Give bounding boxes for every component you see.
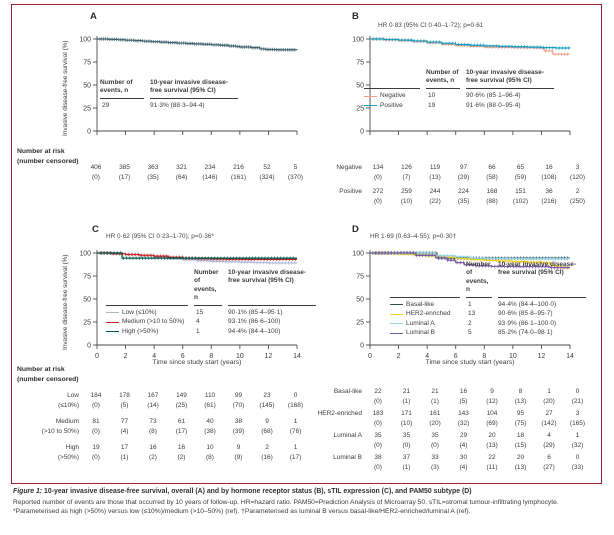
risk-censored: (69) [486,419,498,427]
svg-text:8: 8 [209,353,214,360]
risk-count: 35 [431,432,439,439]
risk-count: 183 [372,410,384,417]
svg-text:10: 10 [508,353,517,360]
number-at-risk-header-top: Number at risk (number censored) [17,148,79,165]
risk-censored: (35) [457,197,470,205]
risk-count: 171 [401,410,412,417]
events-table-c [106,269,316,336]
risk-censored: (3) [431,463,439,471]
x-axis-label-c: Time since study start (years) [152,359,242,366]
x-axis-label-d: Time since study start (years) [425,359,515,366]
risk-censored: (29) [457,173,470,181]
risk-censored: (161) [230,173,247,181]
caption-figure-number: Figure 1: [13,488,43,495]
risk-count: 167 [147,392,159,399]
risk-censored: (70) [232,401,245,409]
risk-censored: (0) [92,173,100,181]
risk-row-label: (>50%) [57,453,79,461]
risk-censored: (0) [374,419,382,427]
risk-censored: (16) [261,453,273,461]
risk-count: 22 [488,454,496,461]
risk-censored: (1) [120,453,129,461]
risk-censored: (4) [459,463,468,471]
risk-row-label: Luminal B [333,454,362,461]
risk-count: 21 [431,388,439,395]
risk-censored: (324) [259,173,275,181]
svg-text:0: 0 [87,128,91,136]
risk-count: 259 [401,188,412,195]
risk-count: 385 [119,164,130,171]
risk-censored: (120) [569,173,586,181]
risk-count: 3 [575,410,580,417]
risk-count: 1 [575,432,580,439]
legend-label: High (>50%) [122,327,159,335]
events-value: 19 [428,101,436,109]
svg-text:75: 75 [356,59,364,67]
km-curve-High (>50%) [97,251,297,260]
risk-count: 119 [429,164,441,171]
legend-item [364,92,420,100]
risk-count: 22 [374,388,382,395]
svg-text:0: 0 [95,353,99,360]
svg-text:0: 0 [368,353,372,360]
risk-censored: (17) [289,453,302,461]
risk-count: 16 [545,164,553,171]
legend-line-swatch [390,314,403,315]
legend-line-swatch [106,312,119,313]
events-value: 1 [468,300,472,308]
svg-text:0: 0 [87,342,91,350]
survival-header: 10-year invasive disease-free survival (95% CI) [498,261,586,298]
y-axis-label-a: Invasive disease-free survival (%) [62,40,69,136]
legend-header-spacer [364,69,420,89]
svg-text:2: 2 [396,353,401,360]
legend-label: HER2-enriched [406,310,451,318]
risk-count: 0 [293,392,298,399]
risk-count: 35 [374,432,382,439]
risk-censored: (27) [543,463,555,471]
risk-count: 0 [575,388,580,395]
risk-censored: (13) [486,441,498,449]
legend-line-swatch [106,331,119,332]
risk-censored: (0) [431,441,439,449]
risk-count: 178 [119,392,130,399]
risk-count: 4 [547,432,551,439]
svg-text:75: 75 [356,273,364,281]
survival-value: 90·6% (85·1–96·4) [466,92,521,100]
y-axis-label-c: Invasive disease-free survival (%) [62,254,69,350]
svg-text:6: 6 [453,353,458,360]
risk-count: 97 [459,164,468,171]
svg-text:100: 100 [79,250,91,258]
caption-title-text: 10-year invasive disease-free survival, overall (A) and by hormone receptor status (B), sTIL expression (C), and PAM50 subtype (D) [44,488,472,495]
legend-item [364,102,420,110]
events-value: 13 [468,310,476,318]
risk-count: 1 [293,418,298,425]
risk-count: 61 [177,418,186,425]
figure-caption [13,487,601,516]
survival-header: 10-year invasive disease-free survival (95% CI) [228,269,316,306]
events-value: 10 [428,92,436,100]
risk-count: 52 [263,164,271,171]
risk-censored: (8) [149,427,157,435]
risk-count: 2 [575,188,580,195]
survival-value: 91·6% (88·0–95·4) [466,101,521,109]
risk-count: 99 [234,392,243,399]
risk-censored: (2) [177,453,186,461]
svg-text:100: 100 [79,36,91,44]
risk-count: 363 [147,164,159,171]
risk-censored: (32) [571,441,584,449]
risk-censored: (370) [287,173,304,181]
legend-label: Negative [380,92,406,100]
risk-censored: (10) [400,419,413,427]
risk-count: 149 [176,392,187,399]
risk-censored: (13) [514,397,527,405]
risk-censored: (8) [206,453,214,461]
risk-count: 234 [204,164,216,171]
risk-censored: (5) [120,401,129,409]
risk-row-label: Positive [339,188,362,195]
svg-text:2: 2 [123,353,128,360]
risk-count: 18 [516,432,525,439]
risk-count: 37 [402,454,411,461]
risk-censored: (216) [541,197,557,205]
svg-text:25: 25 [83,105,91,113]
risk-count: 65 [516,164,525,171]
risk-censored: (13) [514,463,527,471]
svg-text:14: 14 [566,353,574,360]
risk-count: 1 [547,388,551,395]
risk-count: 77 [120,418,129,425]
risk-censored: (75) [514,419,527,427]
legend-header-spacer [390,261,460,298]
survival-value: 90·1% (85·4–95·1) [228,308,283,316]
svg-text:0: 0 [360,342,364,350]
legend-item [390,320,460,328]
events-header: Number of events, n [466,261,492,298]
risk-row-label: High [65,444,79,451]
survival-value: 90·6% (85·8–95·7) [498,310,553,318]
legend-line-swatch [364,96,377,97]
risk-censored: (11) [486,463,498,471]
legend-item [106,328,188,336]
risk-row-label: (>10 to 50%) [41,427,79,435]
risk-count: 19 [92,444,100,451]
svg-text:8: 8 [482,353,487,360]
risk-censored: (142) [541,419,557,427]
svg-text:12: 12 [537,353,546,360]
risk-count: 9 [236,444,241,451]
svg-text:4: 4 [152,353,157,360]
svg-text:4: 4 [425,353,430,360]
survival-header: 10-year invasive disease-free survival (95% CI) [150,79,238,99]
risk-censored: (38) [204,427,216,435]
legend-label: Low (≤10%) [122,308,157,316]
risk-censored: (39) [232,427,245,435]
survival-value: 93·1% (86·6–100) [228,318,281,326]
risk-count: 134 [372,164,384,171]
risk-censored: (168) [287,401,304,409]
svg-text:10: 10 [235,353,244,360]
risk-count: 3 [575,164,580,171]
risk-count: 16 [149,444,157,451]
risk-count: 10 [206,444,214,451]
risk-censored: (0) [374,197,382,205]
risk-censored: (0) [402,441,411,449]
risk-count: 21 [402,388,411,395]
risk-count: 126 [401,164,412,171]
risk-censored: (14) [147,401,159,409]
risk-row-label: Medium [55,418,79,425]
events-table-a [100,79,238,110]
risk-row-label: Negative [336,164,362,171]
survival-header: 10-year invasive disease-free survival (95% CI) [466,69,554,89]
events-table-d [390,261,586,337]
risk-censored: (22) [429,197,441,205]
hazard-ratio-note-c: HR 0·62 (95% CI 0·23–1·70); p=0·36* [106,233,214,240]
svg-text:50: 50 [356,296,364,304]
svg-text:25: 25 [83,319,91,327]
risk-censored: (76) [289,427,302,435]
svg-text:50: 50 [83,296,91,304]
risk-count: 0 [575,454,580,461]
risk-censored: (9) [234,453,243,461]
risk-count: 8 [518,388,523,395]
svg-text:14: 14 [293,353,301,360]
survival-value: 94·4% (84·4–100·0) [498,300,557,308]
legend-item [390,301,460,309]
svg-text:50: 50 [356,82,364,90]
km-curve-overall [97,37,297,51]
risk-count: 16 [177,444,186,451]
events-header: Number of events, n [194,269,222,306]
events-value: 2 [468,319,472,327]
risk-count: 272 [372,188,384,195]
risk-censored: (0) [374,463,382,471]
svg-text:100: 100 [352,36,364,44]
risk-censored: (12) [486,397,498,405]
risk-count: 40 [206,418,214,425]
risk-count: 33 [431,454,439,461]
risk-count: 406 [90,164,102,171]
svg-text:0: 0 [360,128,364,136]
risk-censored: (250) [569,197,586,205]
caption-title [13,487,601,496]
risk-count: 321 [176,164,187,171]
risk-censored: (146) [202,173,218,181]
legend-item [106,318,188,326]
hazard-ratio-note-d: HR 1·69 (0·63–4·55); p=0·30† [370,233,457,240]
risk-count: 216 [233,164,244,171]
risk-censored: (29) [543,441,555,449]
risk-censored: (1) [402,397,411,405]
risk-row-label: (≤10%) [58,401,79,409]
risk-count: 5 [293,164,298,171]
panel-label-b: B [352,11,359,22]
legend-line-swatch [390,333,403,334]
risk-censored: (64) [175,173,188,181]
risk-count: 161 [429,410,441,417]
events-table-b [364,69,554,110]
risk-censored: (13) [429,173,441,181]
risk-censored: (0) [92,401,100,409]
legend-line-swatch [390,323,403,324]
legend-item [390,310,460,318]
legend-line-swatch [390,304,403,305]
risk-censored: (1) [431,397,439,405]
risk-count: 9 [265,418,269,425]
risk-count: 30 [459,454,468,461]
risk-censored: (0) [374,397,382,405]
legend-label: Positive [380,101,403,109]
survival-value: 93·9% (86·1–100·0) [498,319,557,327]
risk-row-label: Luminal A [333,432,362,439]
events-value: 4 [196,318,200,326]
risk-censored: (102) [512,197,529,205]
risk-censored: (35) [147,173,159,181]
risk-censored: (1) [402,463,411,471]
risk-censored: (0) [374,441,382,449]
legend-label: Basal-like [406,300,435,308]
risk-count: 20 [488,432,496,439]
risk-count: 16 [459,388,468,395]
risk-censored: (145) [259,401,275,409]
svg-text:75: 75 [83,59,91,67]
risk-count: 151 [515,188,526,195]
risk-censored: (20) [543,397,555,405]
risk-count: 244 [429,188,441,195]
risk-count: 35 [402,432,411,439]
legend-line-swatch [364,105,377,106]
events-value: 1 [196,327,200,335]
risk-count: 95 [516,410,525,417]
risk-count: 184 [90,392,102,399]
risk-count: 224 [458,188,469,195]
risk-censored: (88) [486,197,498,205]
survival-value: 91·3% (88·3–94·4) [150,102,205,110]
risk-censored: (33) [571,463,584,471]
survival-value: 85·2% (74·0–98·1) [498,329,553,337]
risk-row-label: HER2-enriched [317,410,362,417]
risk-censored: (165) [569,419,586,427]
risk-censored: (59) [514,173,527,181]
svg-text:25: 25 [356,319,364,327]
risk-censored: (17) [175,427,188,435]
events-value: 15 [196,308,204,316]
risk-row-label: Low [67,392,79,399]
risk-count: 2 [265,444,269,451]
risk-count: 66 [488,164,496,171]
risk-censored: (10) [400,197,413,205]
survival-value: 94·4% (84·4–100) [228,327,281,335]
risk-censored: (61) [204,401,216,409]
risk-censored: (17) [118,173,131,181]
svg-text:6: 6 [180,353,185,360]
svg-text:12: 12 [264,353,273,360]
risk-count: 6 [547,454,551,461]
risk-count: 110 [204,392,216,399]
risk-count: 73 [149,418,157,425]
risk-censored: (4) [120,427,129,435]
risk-censored: (15) [514,441,527,449]
events-value: 29 [102,102,110,110]
svg-text:100: 100 [352,250,364,258]
risk-censored: (4) [459,441,468,449]
risk-censored: (32) [457,419,470,427]
panel-label-c: C [92,224,99,235]
hazard-ratio-note-b: HR 0·83 (95% CI 0·40–1·72); p=0·61 [378,22,484,29]
risk-count: 81 [92,418,100,425]
risk-censored: (5) [459,397,468,405]
risk-row-label: Basal-like [333,388,362,395]
svg-text:25: 25 [356,105,364,113]
risk-count: 1 [293,444,298,451]
events-header: Number of events, n [426,69,460,89]
risk-censored: (108) [541,173,557,181]
risk-censored: (20) [429,419,441,427]
events-value: 5 [468,329,472,337]
panel-label-d: D [352,224,359,235]
risk-count: 143 [458,410,469,417]
risk-censored: (7) [402,173,411,181]
risk-censored: (0) [92,453,100,461]
panel-label-a: A [90,11,97,22]
caption-body: Reported number of events are those that occurred by 10 years of follow-up. HR=hazard ratio. PAM50=Prediction Analysis of Microarray 50. sTIL=stromal tumour-infiltrating lymphocyte. *Parameterised as high (>50%) versus low (≤10%)/medium (>10–50%) (ref). †Parameterised as luminal B versus basal-like/HER2-enriched/luminal A (ref). [13,498,559,515]
risk-count: 9 [490,388,494,395]
risk-censored: (2) [149,453,157,461]
legend-line-swatch [106,322,119,323]
risk-censored: (58) [486,173,498,181]
legend-label: Luminal A [406,319,435,327]
legend-header-spacer [106,269,188,306]
legend-label: Luminal B [406,329,435,337]
risk-censored: (21) [571,397,584,405]
risk-count: 29 [459,432,468,439]
legend-item [390,329,460,337]
risk-count: 168 [486,188,498,195]
risk-count: 27 [545,410,553,417]
risk-count: 104 [486,410,498,417]
risk-censored: (0) [92,427,100,435]
risk-count: 17 [120,444,129,451]
legend-label: Medium (>10 to 50%) [122,318,185,326]
risk-count: 20 [516,454,525,461]
events-header: Number of events, n [100,79,144,99]
risk-count: 38 [234,418,243,425]
risk-count: 36 [545,188,553,195]
svg-text:75: 75 [83,273,91,281]
risk-count: 38 [374,454,382,461]
figure-panel-box [11,4,602,484]
legend-item [106,309,188,317]
number-at-risk-header-bottom: Number at risk (number censored) [17,366,79,383]
risk-count: 23 [263,392,271,399]
risk-censored: (0) [374,173,382,181]
svg-text:50: 50 [83,82,91,90]
risk-censored: (25) [175,401,188,409]
risk-censored: (68) [261,427,273,435]
